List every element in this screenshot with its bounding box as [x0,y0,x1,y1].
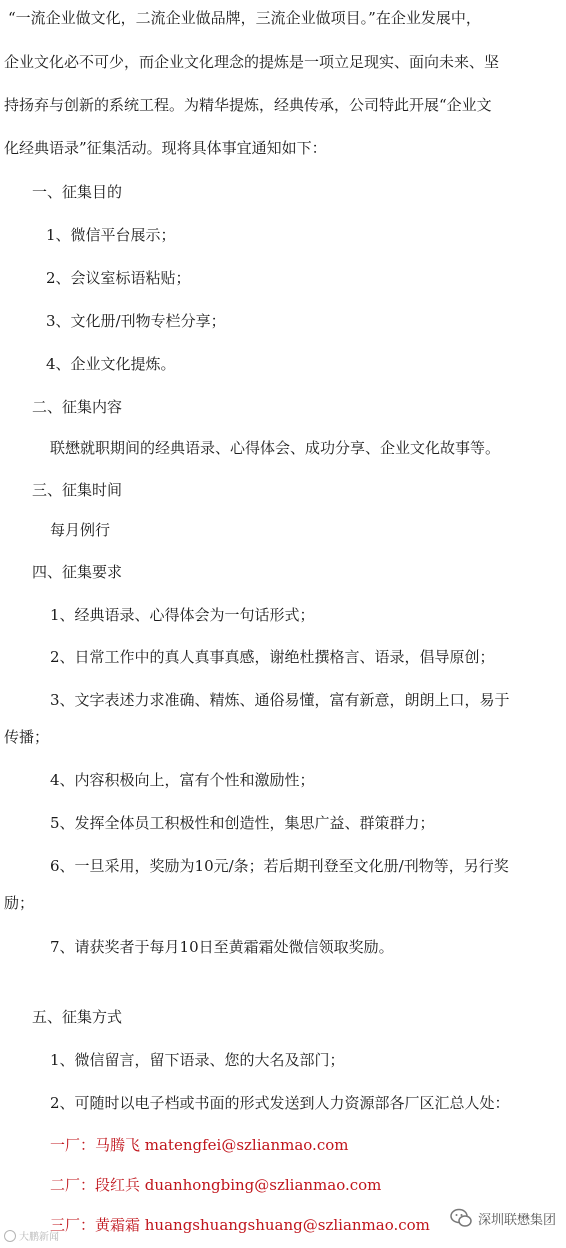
intro-line: 持扬弃与创新的系统工程。为精华提炼，经典传承，公司特此开展“企业文 [4,96,492,114]
list-item: 3、文字表述力求准确、精炼、通俗易懂，富有新意，朗朗上口，易于 [50,691,510,709]
list-item: 6、一旦采用，奖励为10元/条；若后期刊登至文化册/刊物等，另行奖 [50,857,509,875]
intro-line: “一流企业做文化，二流企业做品牌，三流企业做项目。”在企业发展中， [8,9,481,27]
watermark-text: 大鹏新闻 [19,1232,59,1243]
section-text: 联懋就职期间的经典语录、心得体会、成功分享、企业文化故事等。 [50,439,501,457]
list-item: 1、经典语录、心得体会为一句话形式； [50,606,315,624]
list-item: 1、微信留言，留下语录、您的大名及部门； [50,1051,345,1069]
wechat-icon [450,1208,472,1228]
section-text: 每月例行 [50,521,111,539]
brand-badge [450,1208,556,1228]
section-heading: 五、征集方式 [32,1008,123,1026]
list-item: 3、文化册/刊物专栏分享； [46,312,226,330]
brand-name: 深圳联懋集团 [477,1212,556,1228]
intro-line: 企业文化必不可少，而企业文化理念的提炼是一项立足现实、面向未来、坚 [4,53,500,71]
watermark [4,1228,59,1243]
contact-line: 一厂：马腾飞 matengfei@szlianmao.com [50,1136,349,1154]
list-item-continuation: 传播； [4,728,50,746]
watermark-icon [4,1230,16,1242]
list-item: 2、会议室标语粘贴； [46,269,191,287]
contact-line: 三厂：黄霜霜 huangshuangshuang@szlianmao.com [50,1216,430,1234]
list-item-continuation: 励； [4,894,35,912]
section-heading: 四、征集要求 [32,563,123,581]
list-item: 7、请获奖者于每月10日至黄霜霜处微信领取奖励。 [50,938,394,956]
list-item: 1、微信平台展示； [46,226,176,244]
list-item: 2、日常工作中的真人真事真感，谢绝杜撰格言、语录，倡导原创； [50,648,495,666]
list-item: 2、可随时以电子档或书面的形式发送到人力资源部各厂区汇总人处： [50,1094,510,1112]
section-heading: 一、征集目的 [32,183,123,201]
section-heading: 三、征集时间 [32,481,123,499]
contact-line: 二厂：段红兵 duanhongbing@szlianmao.com [50,1176,382,1194]
list-item: 4、内容积极向上，富有个性和激励性； [50,771,315,789]
list-item: 5、发挥全体员工积极性和创造性，集思广益、群策群力； [50,814,435,832]
section-heading: 二、征集内容 [32,398,123,416]
intro-line: 化经典语录”征集活动。现将具体事宜通知如下： [4,139,327,157]
list-item: 4、企业文化提炼。 [46,355,176,373]
